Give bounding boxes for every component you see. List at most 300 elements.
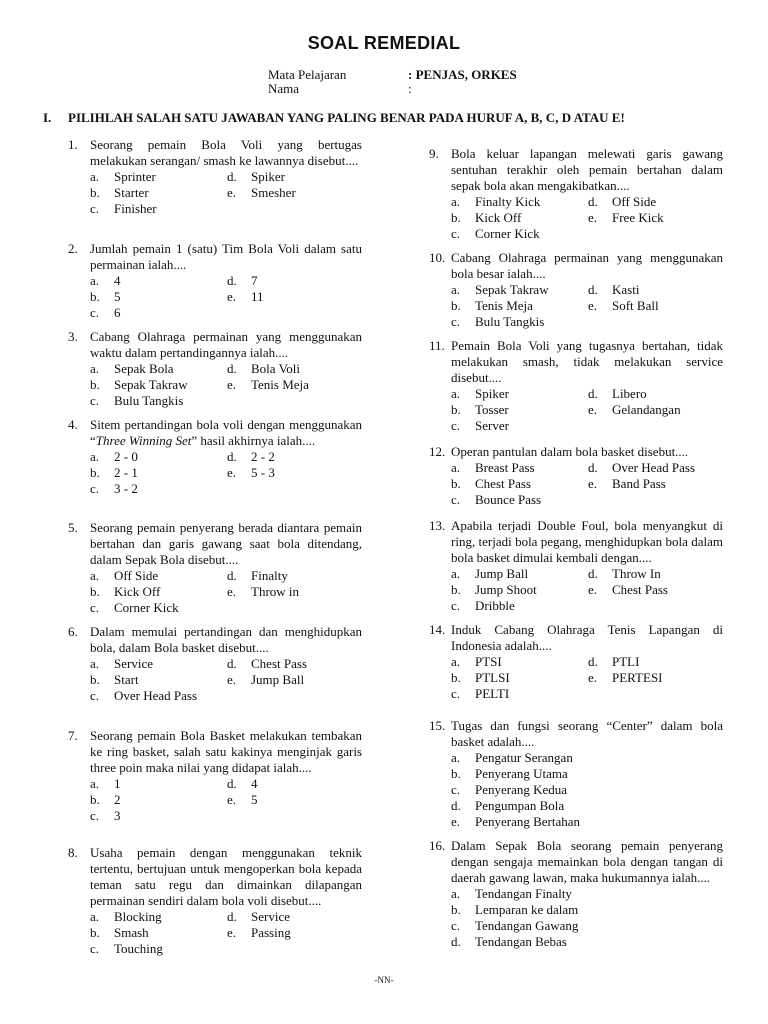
option-letter: c. — [451, 686, 461, 701]
question-stem — [68, 520, 362, 568]
option-text: Off Side — [612, 194, 657, 209]
name-value: : — [408, 81, 412, 96]
answer-option — [227, 656, 367, 672]
option-letter: e. — [588, 476, 598, 491]
option-text: Chest Pass — [251, 656, 307, 671]
option-text: PELTI — [475, 686, 510, 701]
question-10 — [429, 250, 723, 330]
answer-option — [90, 377, 227, 393]
option-text: Finalty Kick — [475, 194, 541, 209]
question-text-emphasis: Three Winning Set — [95, 433, 192, 448]
answer-option — [451, 194, 588, 210]
option-text: Spiker — [475, 386, 509, 401]
answer-option — [451, 798, 723, 814]
question-stem — [429, 518, 723, 566]
answer-option — [451, 934, 723, 950]
option-text: PERTESI — [612, 670, 663, 685]
option-text: Tendangan Bebas — [475, 934, 567, 949]
option-letter: a. — [451, 566, 461, 581]
option-letter: e. — [588, 670, 598, 685]
option-text: Finisher — [114, 201, 157, 216]
answer-option — [90, 925, 227, 941]
answer-option — [227, 361, 367, 377]
option-text: Service — [251, 909, 290, 924]
option-text: Tosser — [475, 402, 509, 417]
answer-option — [227, 465, 367, 481]
option-text: 4 — [114, 273, 121, 288]
answer-option — [588, 670, 728, 686]
option-letter: c. — [90, 688, 100, 703]
option-letter: d. — [451, 798, 461, 813]
option-text: Over Head Pass — [612, 460, 696, 475]
question-stem — [429, 146, 723, 194]
question-7 — [68, 728, 362, 824]
option-text: Band Pass — [612, 476, 666, 491]
header-meta — [268, 68, 517, 96]
option-text: Sepak Takraw — [475, 282, 549, 297]
question-number: 10. — [429, 250, 446, 265]
question-text: Usaha pemain dengan menggunakan teknik tertentu, bertujuan untuk mengoperkan bola kepada teman satu regu dan dimainkan dilapangan permainan sendiri dalam bola voli disebut.... — [90, 845, 362, 908]
option-text: Tendangan Gawang — [475, 918, 579, 933]
option-text: Touching — [114, 941, 163, 956]
question-text: Operan pantulan dalam bola basket disebut.... — [451, 444, 689, 459]
option-letter: d. — [227, 656, 237, 671]
option-text: Smash — [114, 925, 149, 940]
question-text: Seorang pemain Bola Voli yang bertugas melakukan serangan/ smash ke lawannya disebut.... — [90, 137, 362, 168]
option-letter: c. — [90, 393, 100, 408]
option-letter: b. — [451, 670, 461, 685]
answer-options — [90, 169, 362, 217]
option-text: Sepak Takraw — [114, 377, 188, 392]
option-text: 2 — [114, 792, 121, 807]
option-text: Penyerang Bertahan — [475, 814, 581, 829]
answer-option — [588, 654, 728, 670]
option-text: Start — [114, 672, 139, 687]
option-text: Sepak Bola — [114, 361, 174, 376]
question-number: 1. — [68, 137, 78, 152]
option-text: Chest Pass — [475, 476, 531, 491]
option-letter: a. — [451, 886, 461, 901]
answer-option — [451, 476, 588, 492]
answer-option — [451, 814, 723, 830]
question-number: 15. — [429, 718, 446, 733]
question-number: 9. — [429, 146, 439, 161]
answer-option — [227, 672, 367, 688]
option-text: Tendangan Finalty — [475, 886, 572, 901]
option-letter: c. — [451, 226, 461, 241]
question-number: 13. — [429, 518, 446, 533]
option-text: Bounce Pass — [475, 492, 542, 507]
option-letter: c. — [451, 418, 461, 433]
option-text: Corner Kick — [114, 600, 179, 615]
option-letter: d. — [227, 449, 237, 464]
answer-options — [90, 909, 362, 957]
option-text: 11 — [251, 289, 264, 304]
option-text: Tenis Meja — [475, 298, 533, 313]
answer-option — [451, 750, 723, 766]
option-letter: a. — [451, 654, 461, 669]
option-text: Pengumpan Bola — [475, 798, 565, 813]
question-text-part: ” hasil akhirnya ialah.... — [191, 433, 316, 448]
option-letter: e. — [227, 584, 237, 599]
option-letter: e. — [227, 185, 237, 200]
option-letter: c. — [90, 941, 100, 956]
question-stem — [68, 417, 362, 449]
option-letter: b. — [451, 402, 461, 417]
answer-option — [451, 766, 723, 782]
answer-options — [451, 654, 723, 702]
answer-option — [588, 210, 728, 226]
option-text: Jump Shoot — [475, 582, 537, 597]
question-stem — [429, 338, 723, 386]
answer-option — [90, 792, 227, 808]
answer-option — [451, 782, 723, 798]
option-text: Starter — [114, 185, 149, 200]
answer-option — [227, 584, 367, 600]
option-letter: d. — [588, 460, 598, 475]
question-16 — [429, 838, 723, 950]
question-text: Dalam memulai pertandingan dan menghidupkan bola, dalam Bola basket disebut.... — [90, 624, 362, 655]
question-1 — [68, 137, 362, 217]
question-text: Bola keluar lapangan melewati garis gawang sentuhan terakhir oleh pemain bertahan dalam sepak bola akan mengakibatkan.... — [451, 146, 723, 193]
answer-option — [451, 582, 588, 598]
option-letter: e. — [227, 925, 237, 940]
option-letter: b. — [90, 584, 100, 599]
answer-option — [451, 282, 588, 298]
option-letter: b. — [451, 582, 461, 597]
option-letter: e. — [451, 814, 461, 829]
answer-option — [451, 314, 588, 330]
option-letter: d. — [451, 934, 461, 949]
answer-option — [588, 298, 728, 314]
answer-option — [90, 273, 227, 289]
option-letter: a. — [90, 273, 100, 288]
option-text: 7 — [251, 273, 258, 288]
answer-option — [90, 909, 227, 925]
option-text: Kick Off — [475, 210, 522, 225]
option-letter: d. — [227, 361, 237, 376]
question-number: 12. — [429, 444, 446, 459]
answer-options — [90, 361, 362, 409]
question-14 — [429, 622, 723, 702]
question-text: Jumlah pemain 1 (satu) Tim Bola Voli dalam satu permainan ialah.... — [90, 241, 362, 272]
answer-option — [451, 460, 588, 476]
answer-option — [451, 598, 588, 614]
option-text: 5 — [114, 289, 121, 304]
question-number: 5. — [68, 520, 78, 535]
question-number: 14. — [429, 622, 446, 637]
question-2 — [68, 241, 362, 321]
option-text: Service — [114, 656, 153, 671]
option-letter: a. — [451, 194, 461, 209]
subject-value: : PENJAS, ORKES — [408, 67, 517, 82]
option-letter: b. — [90, 185, 100, 200]
section-instruction — [43, 110, 625, 126]
option-letter: c. — [90, 305, 100, 320]
question-number: 4. — [68, 417, 78, 432]
option-letter: d. — [588, 386, 598, 401]
option-letter: b. — [90, 289, 100, 304]
answer-options — [90, 449, 362, 497]
answer-options — [90, 776, 362, 824]
option-text: Sprinter — [114, 169, 156, 184]
question-number: 7. — [68, 728, 78, 743]
answer-option — [588, 386, 728, 402]
answer-option — [451, 298, 588, 314]
question-8 — [68, 845, 362, 957]
question-stem — [68, 241, 362, 273]
option-text: Lemparan ke dalam — [475, 902, 579, 917]
answer-option — [227, 925, 367, 941]
option-letter: c. — [451, 918, 461, 933]
question-5 — [68, 520, 362, 616]
question-text — [90, 417, 362, 449]
answer-option — [90, 776, 227, 792]
answer-options — [90, 273, 362, 321]
option-letter: d. — [588, 654, 598, 669]
answer-options — [451, 386, 723, 434]
option-text: Throw In — [612, 566, 661, 581]
name-label: Nama — [268, 81, 300, 96]
answer-options — [90, 568, 362, 616]
option-text: Off Side — [114, 568, 159, 583]
option-letter: c. — [90, 808, 100, 823]
option-text: Kick Off — [114, 584, 161, 599]
option-text: 2 - 1 — [114, 465, 138, 480]
question-3 — [68, 329, 362, 409]
answer-option — [90, 169, 227, 185]
answer-option — [227, 449, 367, 465]
option-letter: b. — [90, 377, 100, 392]
question-text: Tugas dan fungsi seorang “Center” dalam bola basket adalah.... — [451, 718, 723, 749]
answer-option — [451, 918, 723, 934]
answer-option — [90, 941, 227, 957]
option-letter: b. — [451, 766, 461, 781]
question-stem — [429, 838, 723, 886]
question-12 — [429, 444, 723, 508]
answer-option — [90, 449, 227, 465]
question-stem — [429, 444, 723, 460]
question-text: Seorang pemain penyerang berada diantara pemain bertahan dan garis gawang saat bola ditendang, dalam Sepak Bola disebut.... — [90, 520, 362, 567]
answer-options — [90, 656, 362, 704]
question-text: Cabang Olahraga permainan yang menggunakan waktu dalam pertandingannya ialah.... — [90, 329, 362, 360]
question-4 — [68, 417, 362, 497]
subject-label: Mata Pelajaran — [268, 67, 347, 82]
option-letter: a. — [451, 460, 461, 475]
question-number: 16. — [429, 838, 446, 853]
answer-option — [90, 584, 227, 600]
answer-option — [451, 902, 723, 918]
answer-option — [227, 273, 367, 289]
option-text: 2 - 2 — [251, 449, 275, 464]
question-stem — [68, 137, 362, 169]
option-letter: e. — [227, 465, 237, 480]
answer-options — [451, 460, 723, 508]
option-letter: d. — [588, 282, 598, 297]
option-letter: b. — [90, 792, 100, 807]
answer-option — [588, 476, 728, 492]
question-stem — [429, 622, 723, 654]
option-letter: e. — [227, 672, 237, 687]
question-text: Seorang pemain Bola Basket melakukan tembakan ke ring basket, salah satu kakinya menginjak garis three poin maka nilai yang didapat ialah.... — [90, 728, 362, 775]
option-text: Tenis Meja — [251, 377, 309, 392]
option-letter: b. — [451, 210, 461, 225]
option-letter: c. — [451, 314, 461, 329]
option-text: 5 - 3 — [251, 465, 275, 480]
option-text: Gelandangan — [612, 402, 681, 417]
option-letter: a. — [451, 282, 461, 297]
answer-option — [227, 185, 367, 201]
option-letter: b. — [451, 902, 461, 917]
answer-option — [451, 226, 588, 242]
answer-option — [451, 386, 588, 402]
option-text: Smesher — [251, 185, 296, 200]
option-letter: b. — [90, 672, 100, 687]
page-footer: -NN- — [374, 975, 394, 985]
option-letter: b. — [90, 925, 100, 940]
answer-option — [90, 568, 227, 584]
answer-option — [90, 305, 227, 321]
answer-option — [90, 808, 227, 824]
answer-option — [227, 909, 367, 925]
answer-option — [588, 460, 728, 476]
option-text: Kasti — [612, 282, 640, 297]
option-letter: c. — [90, 201, 100, 216]
option-text: Finalty — [251, 568, 288, 583]
option-letter: a. — [90, 776, 100, 791]
answer-option — [90, 600, 227, 616]
question-text: Dalam Sepak Bola seorang pemain penyerang dengan sengaja memainkan bola dengan tangan di daerah gawang lawan, maka hukumannya ialah.... — [451, 838, 723, 885]
option-letter: d. — [227, 776, 237, 791]
option-text: Libero — [612, 386, 647, 401]
option-text: Pengatur Serangan — [475, 750, 573, 765]
option-letter: d. — [588, 566, 598, 581]
option-letter: c. — [451, 492, 461, 507]
option-text: 6 — [114, 305, 121, 320]
answer-option — [90, 201, 227, 217]
option-text: Breast Pass — [475, 460, 535, 475]
answer-option — [90, 185, 227, 201]
option-text: 2 - 0 — [114, 449, 138, 464]
answer-option — [451, 886, 723, 902]
option-letter: a. — [90, 169, 100, 184]
option-text: Server — [475, 418, 509, 433]
option-letter: e. — [588, 210, 598, 225]
answer-options — [451, 886, 723, 950]
answer-option — [588, 566, 728, 582]
answer-option — [227, 776, 367, 792]
option-text: Chest Pass — [612, 582, 668, 597]
question-6 — [68, 624, 362, 704]
answer-option — [451, 654, 588, 670]
answer-option — [90, 688, 227, 704]
option-letter: c. — [90, 481, 100, 496]
answer-option — [227, 792, 367, 808]
option-letter: d. — [227, 169, 237, 184]
question-number: 2. — [68, 241, 78, 256]
option-text: 3 - 2 — [114, 481, 138, 496]
option-letter: a. — [90, 656, 100, 671]
answer-option — [90, 393, 227, 409]
option-letter: e. — [227, 792, 237, 807]
answer-option — [588, 582, 728, 598]
answer-option — [451, 492, 588, 508]
question-13 — [429, 518, 723, 614]
option-text: Soft Ball — [612, 298, 659, 313]
option-letter: e. — [588, 402, 598, 417]
option-letter: d. — [227, 909, 237, 924]
option-letter: b. — [451, 298, 461, 313]
answer-option — [451, 670, 588, 686]
option-letter: a. — [90, 449, 100, 464]
answer-option — [588, 402, 728, 418]
answer-option — [588, 282, 728, 298]
answer-option — [227, 568, 367, 584]
option-letter: e. — [227, 289, 237, 304]
question-text-part: Sitem pertandingan bola voli dengan menggunakan “ — [90, 417, 362, 448]
option-letter: d. — [227, 273, 237, 288]
answer-options — [451, 566, 723, 614]
option-text: Throw in — [251, 584, 300, 599]
question-stem — [68, 728, 362, 776]
answer-option — [451, 418, 588, 434]
answer-option — [90, 361, 227, 377]
question-text: Cabang Olahraga permainan yang menggunakan bola besar ialah.... — [451, 250, 723, 281]
answer-option — [227, 377, 367, 393]
option-text: 3 — [114, 808, 121, 823]
option-text: PTSI — [475, 654, 502, 669]
question-number: 6. — [68, 624, 78, 639]
option-text: Bulu Tangkis — [475, 314, 545, 329]
answer-option — [90, 672, 227, 688]
option-letter: a. — [451, 750, 461, 765]
answer-option — [451, 566, 588, 582]
option-text: 4 — [251, 776, 258, 791]
option-letter: c. — [90, 600, 100, 615]
question-stem — [68, 624, 362, 656]
option-text: Free Kick — [612, 210, 664, 225]
question-11 — [429, 338, 723, 434]
answer-option — [90, 481, 227, 497]
option-text: Bulu Tangkis — [114, 393, 184, 408]
question-stem — [429, 250, 723, 282]
option-text: Jump Ball — [251, 672, 305, 687]
option-text: Bola Voli — [251, 361, 301, 376]
option-letter: a. — [90, 909, 100, 924]
option-text: PTLI — [612, 654, 640, 669]
option-letter: e. — [588, 582, 598, 597]
option-letter: c. — [451, 782, 461, 797]
option-text: 1 — [114, 776, 121, 791]
option-letter: a. — [90, 568, 100, 583]
option-text: Jump Ball — [475, 566, 529, 581]
question-15 — [429, 718, 723, 830]
question-stem — [68, 329, 362, 361]
option-letter: d. — [588, 194, 598, 209]
option-letter: e. — [588, 298, 598, 313]
answer-option — [451, 686, 588, 702]
option-text: Penyerang Utama — [475, 766, 568, 781]
answer-option — [90, 289, 227, 305]
question-stem — [429, 718, 723, 750]
answer-option — [451, 402, 588, 418]
question-stem — [68, 845, 362, 909]
option-text: Passing — [251, 925, 291, 940]
option-text: PTLSI — [475, 670, 510, 685]
answer-option — [588, 194, 728, 210]
option-text: 5 — [251, 792, 258, 807]
option-text: Dribble — [475, 598, 515, 613]
